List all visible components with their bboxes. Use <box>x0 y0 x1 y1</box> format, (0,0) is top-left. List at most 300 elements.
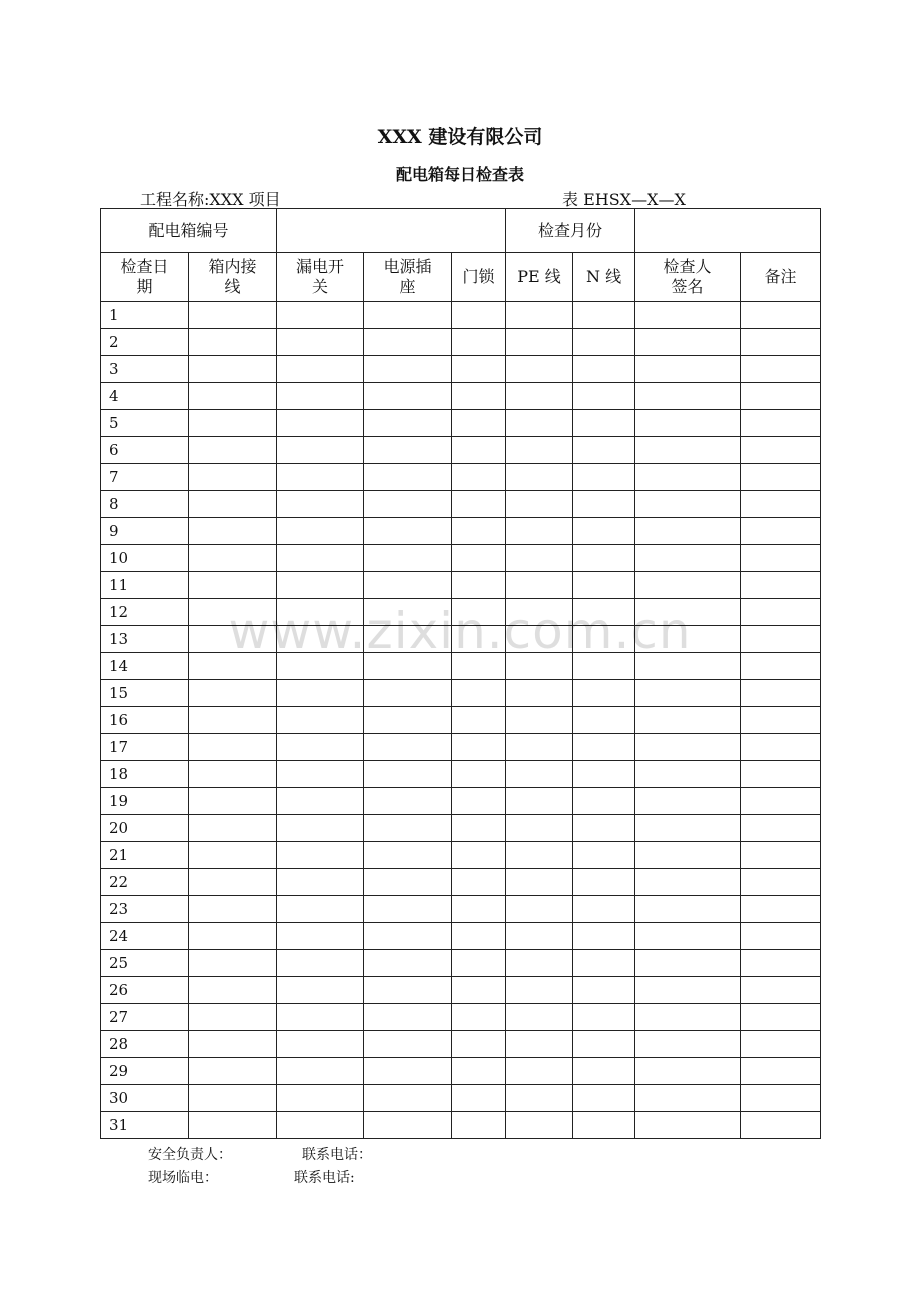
wiring-cell[interactable] <box>189 734 277 761</box>
table-row <box>101 869 821 896</box>
n-line-cell[interactable] <box>573 356 635 383</box>
power-socket-cell[interactable] <box>364 1058 452 1085</box>
wiring-cell[interactable] <box>189 1058 277 1085</box>
wiring-cell[interactable] <box>189 1031 277 1058</box>
table-row <box>101 896 821 923</box>
wiring-cell[interactable] <box>189 923 277 950</box>
power-socket-cell[interactable] <box>364 410 452 437</box>
door-lock-cell[interactable] <box>452 383 506 410</box>
n-line-cell[interactable] <box>573 545 635 572</box>
leakage-switch-cell[interactable] <box>277 707 364 734</box>
inspector-signature-cell[interactable] <box>635 464 741 491</box>
remarks-cell[interactable] <box>741 302 821 329</box>
leakage-switch-cell[interactable] <box>277 572 364 599</box>
day-number: 29 <box>101 1058 189 1085</box>
door-lock-cell[interactable] <box>452 1058 506 1085</box>
wiring-cell[interactable] <box>189 464 277 491</box>
door-lock-cell[interactable] <box>452 977 506 1004</box>
remarks-cell[interactable] <box>741 707 821 734</box>
day-number: 1 <box>101 302 189 329</box>
leakage-switch-cell[interactable] <box>277 1031 364 1058</box>
leakage-switch-cell[interactable] <box>277 788 364 815</box>
inspector-signature-cell[interactable] <box>635 410 741 437</box>
remarks-cell[interactable] <box>741 545 821 572</box>
column-header-n-line: N 线 <box>573 253 635 302</box>
n-line-cell[interactable] <box>573 491 635 518</box>
inspector-signature-cell[interactable] <box>635 572 741 599</box>
remarks-cell[interactable] <box>741 626 821 653</box>
remarks-cell[interactable] <box>741 491 821 518</box>
power-socket-cell[interactable] <box>364 761 452 788</box>
door-lock-cell[interactable] <box>452 842 506 869</box>
wiring-cell[interactable] <box>189 869 277 896</box>
leakage-switch-cell[interactable] <box>277 869 364 896</box>
leakage-switch-cell[interactable] <box>277 842 364 869</box>
safety-officer-label: 安全负责人： <box>148 1147 232 1163</box>
pe-line-cell[interactable] <box>506 464 573 491</box>
pe-line-cell[interactable] <box>506 1031 573 1058</box>
pe-line-cell[interactable] <box>506 518 573 545</box>
table-row <box>101 1085 821 1112</box>
door-lock-cell[interactable] <box>452 869 506 896</box>
power-socket-cell[interactable] <box>364 1031 452 1058</box>
pe-line-cell[interactable] <box>506 1085 573 1112</box>
power-socket-cell[interactable] <box>364 734 452 761</box>
inspector-signature-cell[interactable] <box>635 383 741 410</box>
pe-line-cell[interactable] <box>506 869 573 896</box>
power-socket-cell[interactable] <box>364 464 452 491</box>
leakage-switch-cell[interactable] <box>277 383 364 410</box>
inspector-signature-cell[interactable] <box>635 977 741 1004</box>
pe-line-cell[interactable] <box>506 1004 573 1031</box>
door-lock-cell[interactable] <box>452 437 506 464</box>
leakage-switch-cell[interactable] <box>277 518 364 545</box>
day-number: 16 <box>101 707 189 734</box>
n-line-cell[interactable] <box>573 410 635 437</box>
pe-line-cell[interactable] <box>506 1112 573 1139</box>
pe-line-cell[interactable] <box>506 572 573 599</box>
leakage-switch-cell[interactable] <box>277 950 364 977</box>
power-socket-cell[interactable] <box>364 491 452 518</box>
wiring-cell[interactable] <box>189 383 277 410</box>
door-lock-cell[interactable] <box>452 1031 506 1058</box>
remarks-cell[interactable] <box>741 464 821 491</box>
table-header-row-2 <box>101 253 821 302</box>
remarks-cell[interactable] <box>741 923 821 950</box>
remarks-cell[interactable] <box>741 977 821 1004</box>
month-field[interactable] <box>635 209 821 253</box>
n-line-cell[interactable] <box>573 680 635 707</box>
n-line-cell[interactable] <box>573 599 635 626</box>
n-line-cell[interactable] <box>573 977 635 1004</box>
wiring-cell[interactable] <box>189 572 277 599</box>
pe-line-cell[interactable] <box>506 923 573 950</box>
inspector-signature-cell[interactable] <box>635 869 741 896</box>
inspector-signature-cell[interactable] <box>635 950 741 977</box>
inspector-signature-cell[interactable] <box>635 1004 741 1031</box>
door-lock-cell[interactable] <box>452 572 506 599</box>
column-header-wiring-text: 箱内接线 <box>208 257 257 296</box>
power-socket-cell[interactable] <box>364 896 452 923</box>
wiring-cell[interactable] <box>189 545 277 572</box>
inspector-signature-cell[interactable] <box>635 923 741 950</box>
inspector-signature-cell[interactable] <box>635 761 741 788</box>
power-socket-cell[interactable] <box>364 707 452 734</box>
safety-officer-phone-label: 联系电话： <box>302 1147 372 1163</box>
day-number: 15 <box>101 680 189 707</box>
column-header-power-socket <box>364 253 452 302</box>
day-number: 28 <box>101 1031 189 1058</box>
column-header-remarks: 备注 <box>741 253 821 302</box>
pe-line-cell[interactable] <box>506 626 573 653</box>
power-socket-cell[interactable] <box>364 383 452 410</box>
wiring-cell[interactable] <box>189 626 277 653</box>
remarks-cell[interactable] <box>741 869 821 896</box>
n-line-cell[interactable] <box>573 626 635 653</box>
door-lock-cell[interactable] <box>452 734 506 761</box>
leakage-switch-cell[interactable] <box>277 815 364 842</box>
column-header-date <box>101 253 189 302</box>
inspector-signature-cell[interactable] <box>635 599 741 626</box>
inspector-signature-cell[interactable] <box>635 518 741 545</box>
n-line-cell[interactable] <box>573 869 635 896</box>
power-socket-cell[interactable] <box>364 923 452 950</box>
pe-line-cell[interactable] <box>506 545 573 572</box>
table-row <box>101 329 821 356</box>
column-header-pe-line: PE 线 <box>506 253 573 302</box>
table-row <box>101 977 821 1004</box>
table-row <box>101 815 821 842</box>
form-number: 表 EHSX—X—X <box>562 190 686 209</box>
table-row <box>101 1031 821 1058</box>
wiring-cell[interactable] <box>189 842 277 869</box>
power-socket-cell[interactable] <box>364 815 452 842</box>
power-socket-cell[interactable] <box>364 599 452 626</box>
inspector-signature-cell[interactable] <box>635 842 741 869</box>
n-line-cell[interactable] <box>573 437 635 464</box>
table-row <box>101 356 821 383</box>
door-lock-cell[interactable] <box>452 1085 506 1112</box>
power-socket-cell[interactable] <box>364 1004 452 1031</box>
remarks-cell[interactable] <box>741 410 821 437</box>
n-line-cell[interactable] <box>573 923 635 950</box>
power-socket-cell[interactable] <box>364 842 452 869</box>
wiring-cell[interactable] <box>189 1004 277 1031</box>
power-socket-cell[interactable] <box>364 977 452 1004</box>
table-row <box>101 464 821 491</box>
door-lock-cell[interactable] <box>452 761 506 788</box>
wiring-cell[interactable] <box>189 599 277 626</box>
door-lock-cell[interactable] <box>452 626 506 653</box>
pe-line-cell[interactable] <box>506 653 573 680</box>
remarks-cell[interactable] <box>741 572 821 599</box>
day-number: 26 <box>101 977 189 1004</box>
inspector-signature-cell[interactable] <box>635 707 741 734</box>
n-line-cell[interactable] <box>573 653 635 680</box>
wiring-cell[interactable] <box>189 518 277 545</box>
leakage-switch-cell[interactable] <box>277 923 364 950</box>
pe-line-cell[interactable] <box>506 707 573 734</box>
remarks-cell[interactable] <box>741 599 821 626</box>
pe-line-cell[interactable] <box>506 761 573 788</box>
n-line-cell[interactable] <box>573 518 635 545</box>
remarks-cell[interactable] <box>741 1004 821 1031</box>
site-electrician-label: 现场临电： <box>148 1170 218 1186</box>
day-number: 25 <box>101 950 189 977</box>
door-lock-cell[interactable] <box>452 950 506 977</box>
table-header-row-1 <box>101 209 821 253</box>
n-line-cell[interactable] <box>573 464 635 491</box>
n-line-cell[interactable] <box>573 302 635 329</box>
door-lock-cell[interactable] <box>452 653 506 680</box>
power-socket-cell[interactable] <box>364 329 452 356</box>
remarks-cell[interactable] <box>741 788 821 815</box>
power-socket-cell[interactable] <box>364 302 452 329</box>
door-lock-cell[interactable] <box>452 329 506 356</box>
pe-line-cell[interactable] <box>506 815 573 842</box>
inspector-signature-cell[interactable] <box>635 437 741 464</box>
wiring-cell[interactable] <box>189 680 277 707</box>
n-line-cell[interactable] <box>573 788 635 815</box>
power-socket-cell[interactable] <box>364 950 452 977</box>
pe-line-cell[interactable] <box>506 329 573 356</box>
inspector-signature-cell[interactable] <box>635 1031 741 1058</box>
inspector-signature-cell[interactable] <box>635 302 741 329</box>
leakage-switch-cell[interactable] <box>277 977 364 1004</box>
leakage-switch-cell[interactable] <box>277 896 364 923</box>
table-row <box>101 383 821 410</box>
door-lock-cell[interactable] <box>452 302 506 329</box>
day-number: 14 <box>101 653 189 680</box>
power-socket-cell[interactable] <box>364 1112 452 1139</box>
pe-line-cell[interactable] <box>506 734 573 761</box>
leakage-switch-cell[interactable] <box>277 329 364 356</box>
door-lock-cell[interactable] <box>452 491 506 518</box>
inspector-signature-cell[interactable] <box>635 815 741 842</box>
wiring-cell[interactable] <box>189 896 277 923</box>
door-lock-cell[interactable] <box>452 1112 506 1139</box>
leakage-switch-cell[interactable] <box>277 599 364 626</box>
leakage-switch-cell[interactable] <box>277 491 364 518</box>
n-line-cell[interactable] <box>573 329 635 356</box>
table-row <box>101 950 821 977</box>
door-lock-cell[interactable] <box>452 410 506 437</box>
n-line-cell[interactable] <box>573 842 635 869</box>
wiring-cell[interactable] <box>189 1112 277 1139</box>
remarks-cell[interactable] <box>741 383 821 410</box>
power-socket-cell[interactable] <box>364 1085 452 1112</box>
door-lock-cell[interactable] <box>452 896 506 923</box>
power-socket-cell[interactable] <box>364 653 452 680</box>
remarks-cell[interactable] <box>741 1085 821 1112</box>
wiring-cell[interactable] <box>189 977 277 1004</box>
power-socket-cell[interactable] <box>364 437 452 464</box>
table-row <box>101 653 821 680</box>
pe-line-cell[interactable] <box>506 410 573 437</box>
remarks-cell[interactable] <box>741 653 821 680</box>
remarks-cell[interactable] <box>741 1031 821 1058</box>
door-lock-cell[interactable] <box>452 599 506 626</box>
power-socket-cell[interactable] <box>364 869 452 896</box>
leakage-switch-cell[interactable] <box>277 410 364 437</box>
pe-line-cell[interactable] <box>506 302 573 329</box>
leakage-switch-cell[interactable] <box>277 626 364 653</box>
remarks-cell[interactable] <box>741 329 821 356</box>
remarks-cell[interactable] <box>741 356 821 383</box>
pe-line-cell[interactable] <box>506 950 573 977</box>
column-header-inspector-signature <box>635 253 741 302</box>
leakage-switch-cell[interactable] <box>277 1004 364 1031</box>
leakage-switch-cell[interactable] <box>277 734 364 761</box>
pe-line-cell[interactable] <box>506 680 573 707</box>
inspector-signature-cell[interactable] <box>635 788 741 815</box>
door-lock-cell[interactable] <box>452 518 506 545</box>
door-lock-cell[interactable] <box>452 815 506 842</box>
n-line-cell[interactable] <box>573 707 635 734</box>
inspector-signature-cell[interactable] <box>635 1058 741 1085</box>
table-row <box>101 761 821 788</box>
wiring-cell[interactable] <box>189 356 277 383</box>
wiring-cell[interactable] <box>189 653 277 680</box>
watermark: www.zixin.com.cn <box>228 602 692 660</box>
day-number: 24 <box>101 923 189 950</box>
remarks-cell[interactable] <box>741 815 821 842</box>
pe-line-cell[interactable] <box>506 788 573 815</box>
leakage-switch-cell[interactable] <box>277 1058 364 1085</box>
n-line-cell[interactable] <box>573 761 635 788</box>
n-line-cell[interactable] <box>573 1004 635 1031</box>
inspector-signature-cell[interactable] <box>635 1112 741 1139</box>
inspector-signature-cell[interactable] <box>635 734 741 761</box>
pe-line-cell[interactable] <box>506 896 573 923</box>
n-line-cell[interactable] <box>573 383 635 410</box>
leakage-switch-cell[interactable] <box>277 302 364 329</box>
door-lock-cell[interactable] <box>452 707 506 734</box>
remarks-cell[interactable] <box>741 896 821 923</box>
door-lock-cell[interactable] <box>452 923 506 950</box>
power-socket-cell[interactable] <box>364 518 452 545</box>
wiring-cell[interactable] <box>189 761 277 788</box>
wiring-cell[interactable] <box>189 437 277 464</box>
n-line-cell[interactable] <box>573 1085 635 1112</box>
leakage-switch-cell[interactable] <box>277 680 364 707</box>
power-socket-cell[interactable] <box>364 545 452 572</box>
power-socket-cell[interactable] <box>364 356 452 383</box>
door-lock-cell[interactable] <box>452 1004 506 1031</box>
day-number: 10 <box>101 545 189 572</box>
pe-line-cell[interactable] <box>506 437 573 464</box>
remarks-cell[interactable] <box>741 842 821 869</box>
inspector-signature-cell[interactable] <box>635 680 741 707</box>
day-number: 4 <box>101 383 189 410</box>
box-number-field[interactable] <box>277 209 506 253</box>
n-line-cell[interactable] <box>573 896 635 923</box>
leakage-switch-cell[interactable] <box>277 545 364 572</box>
n-line-cell[interactable] <box>573 1031 635 1058</box>
remarks-cell[interactable] <box>741 518 821 545</box>
leakage-switch-cell[interactable] <box>277 761 364 788</box>
pe-line-cell[interactable] <box>506 383 573 410</box>
remarks-cell[interactable] <box>741 734 821 761</box>
pe-line-cell[interactable] <box>506 977 573 1004</box>
table-row <box>101 572 821 599</box>
power-socket-cell[interactable] <box>364 626 452 653</box>
wiring-cell[interactable] <box>189 1085 277 1112</box>
power-socket-cell[interactable] <box>364 572 452 599</box>
inspector-signature-cell[interactable] <box>635 356 741 383</box>
leakage-switch-cell[interactable] <box>277 653 364 680</box>
remarks-cell[interactable] <box>741 1058 821 1085</box>
door-lock-cell[interactable] <box>452 545 506 572</box>
inspector-signature-cell[interactable] <box>635 896 741 923</box>
wiring-cell[interactable] <box>189 950 277 977</box>
door-lock-cell[interactable] <box>452 464 506 491</box>
pe-line-cell[interactable] <box>506 599 573 626</box>
remarks-cell[interactable] <box>741 680 821 707</box>
door-lock-cell[interactable] <box>452 788 506 815</box>
n-line-cell[interactable] <box>573 734 635 761</box>
column-header-date-text: 检查日期 <box>120 257 169 296</box>
inspector-signature-cell[interactable] <box>635 545 741 572</box>
wiring-cell[interactable] <box>189 491 277 518</box>
wiring-cell[interactable] <box>189 410 277 437</box>
leakage-switch-cell[interactable] <box>277 1112 364 1139</box>
remarks-cell[interactable] <box>741 950 821 977</box>
n-line-cell[interactable] <box>573 572 635 599</box>
power-socket-cell[interactable] <box>364 788 452 815</box>
n-line-cell[interactable] <box>573 950 635 977</box>
remarks-cell[interactable] <box>741 437 821 464</box>
table-row <box>101 1058 821 1085</box>
remarks-cell[interactable] <box>741 761 821 788</box>
pe-line-cell[interactable] <box>506 842 573 869</box>
wiring-cell[interactable] <box>189 329 277 356</box>
remarks-cell[interactable] <box>741 1112 821 1139</box>
n-line-cell[interactable] <box>573 1058 635 1085</box>
leakage-switch-cell[interactable] <box>277 356 364 383</box>
pe-line-cell[interactable] <box>506 1058 573 1085</box>
door-lock-cell[interactable] <box>452 356 506 383</box>
wiring-cell[interactable] <box>189 707 277 734</box>
day-number: 3 <box>101 356 189 383</box>
day-number: 5 <box>101 410 189 437</box>
wiring-cell[interactable] <box>189 788 277 815</box>
inspector-signature-cell[interactable] <box>635 329 741 356</box>
inspector-signature-cell[interactable] <box>635 626 741 653</box>
wiring-cell[interactable] <box>189 815 277 842</box>
column-header-inspector-signature-text: 检查人签名 <box>663 257 712 296</box>
leakage-switch-cell[interactable] <box>277 464 364 491</box>
inspector-signature-cell[interactable] <box>635 1085 741 1112</box>
power-socket-cell[interactable] <box>364 680 452 707</box>
form-title: 配电箱每日检查表 <box>395 165 524 184</box>
pe-line-cell[interactable] <box>506 356 573 383</box>
day-number: 12 <box>101 599 189 626</box>
n-line-cell[interactable] <box>573 815 635 842</box>
day-number: 8 <box>101 491 189 518</box>
leakage-switch-cell[interactable] <box>277 437 364 464</box>
inspection-table <box>100 208 821 1139</box>
wiring-cell[interactable] <box>189 302 277 329</box>
pe-line-cell[interactable] <box>506 491 573 518</box>
n-line-cell[interactable] <box>573 1112 635 1139</box>
leakage-switch-cell[interactable] <box>277 1085 364 1112</box>
table-row <box>101 545 821 572</box>
table-row <box>101 734 821 761</box>
door-lock-cell[interactable] <box>452 680 506 707</box>
inspector-signature-cell[interactable] <box>635 491 741 518</box>
inspector-signature-cell[interactable] <box>635 653 741 680</box>
